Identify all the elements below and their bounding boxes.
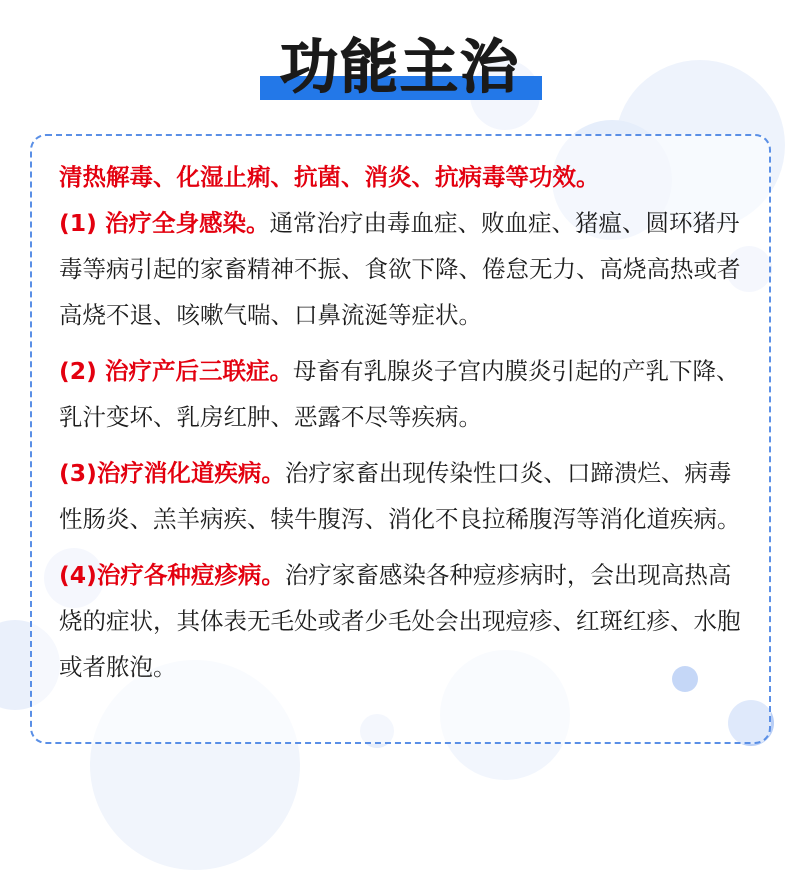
page-title: 功能主治 [279, 33, 520, 101]
title-section [0, 30, 800, 110]
item-body: 治疗家畜感染各种痘疹病时，会出现高热高烧的症状，其体表无毛处或者少毛处会出现痘疹、红斑红疹、水胞或者脓泡。 [59, 561, 741, 681]
list-item [59, 552, 747, 690]
list-item [59, 348, 747, 440]
item-body: 母畜有乳腺炎子宫内膜炎引起的产乳下降、乳汁变坏、乳房红肿、恶露不尽等疾病。 [59, 357, 740, 431]
item-body: 通常治疗由毒血症、败血症、猪瘟、圆环猪丹毒等病引起的家畜精神不振、食欲下降、倦怠无力、高烧高热或者高烧不退、咳嗽气喘、口鼻流涎等症状。 [59, 209, 741, 329]
item-heading: (3)治疗消化道疾病。 [59, 459, 285, 487]
item-heading: (2) 治疗产后三联症。 [59, 357, 294, 385]
content-panel [30, 134, 771, 744]
item-heading: (4)治疗各种痘疹病。 [59, 561, 285, 589]
intro-text: 清热解毒、化湿止痢、抗菌、消炎、抗病毒等功效。 [59, 163, 600, 191]
list-item [59, 200, 747, 338]
item-body: 治疗家畜出现传染性口炎、口蹄溃烂、病毒性肠炎、羔羊病疾、犊牛腹泻、消化不良拉稀腹泻等消化道疾病。 [59, 459, 741, 533]
item-heading: (1) 治疗全身感染。 [59, 209, 270, 237]
list-item [59, 450, 747, 542]
